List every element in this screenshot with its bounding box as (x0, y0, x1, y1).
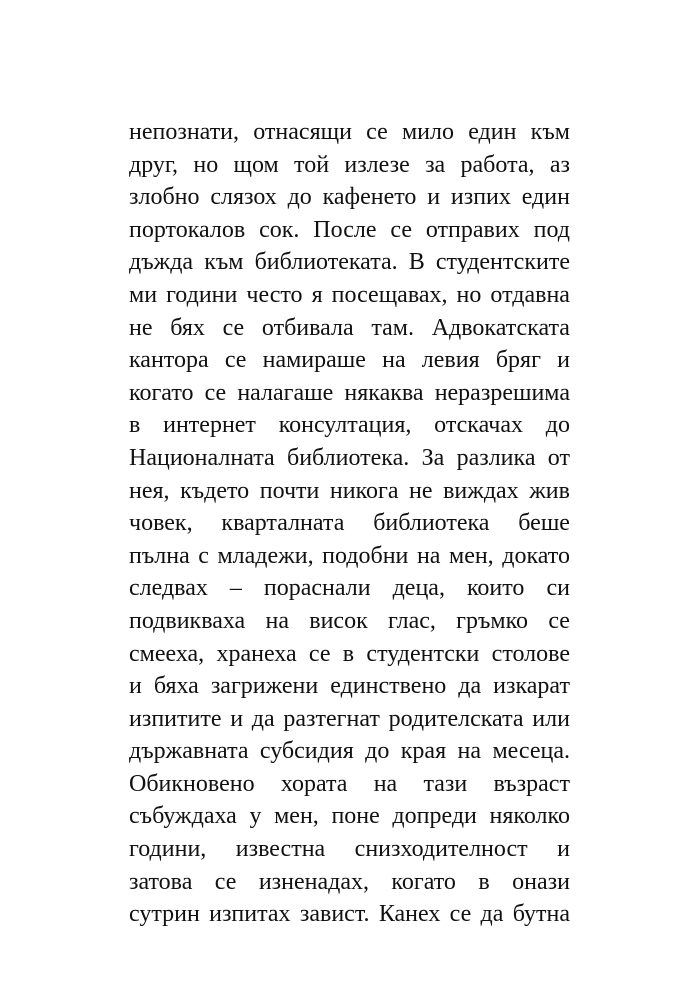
text-line: изпитите и да разтегнат родителската или (129, 705, 570, 732)
text-line: портокалов сок. После се отправих под (129, 216, 570, 243)
text-line: дъжда към библиотеката. В студентските (129, 249, 570, 276)
text-line: пълна с младежи, подобни на мен, докато (129, 542, 570, 569)
text-line: кантора се намираше на левия бряг и (129, 347, 570, 374)
text-line: затова се изненадах, когато в онази (129, 868, 570, 895)
text-line: подвикваха на висок глас, гръмко се (129, 607, 570, 634)
text-line: злобно слязох до кафенето и изпих един (129, 184, 570, 211)
text-line: непознати, отнасящи се мило един към (129, 119, 570, 145)
text-line: следвах – пораснали деца, които си (129, 575, 570, 602)
text-line: Обикновено хората на тази възраст (129, 770, 570, 797)
text-line: в интернет консултация, отскачах до (129, 412, 570, 439)
text-line: ми години често я посещавах, но отдавна (129, 281, 570, 308)
text-line: не бях се отбивала там. Адвокатската (129, 314, 570, 341)
text-line: друг, но щом той излезе за работа, аз (129, 151, 570, 178)
text-line: сутрин изпитах завист. Канех се да бутна (129, 901, 570, 928)
text-line: събуждаха у мен, поне допреди няколко (129, 803, 570, 830)
text-line: човек, кварталната библиотека беше (129, 510, 570, 537)
text-line: и бяха загрижени единствено да изкарат (129, 673, 570, 700)
text-line: смееха, хранеха се в студентски столове (129, 640, 570, 667)
text-line: нея, където почти никога не виждах жив (129, 477, 570, 504)
body-text (129, 116, 570, 931)
text-line: държавната субсидия до края на месеца. (129, 738, 570, 765)
text-line: Националната библиотека. За разлика от (129, 444, 570, 471)
text-line: години, известна снизходителност и (129, 836, 570, 863)
text-line: когато се налагаше някаква неразрешима (129, 379, 570, 406)
